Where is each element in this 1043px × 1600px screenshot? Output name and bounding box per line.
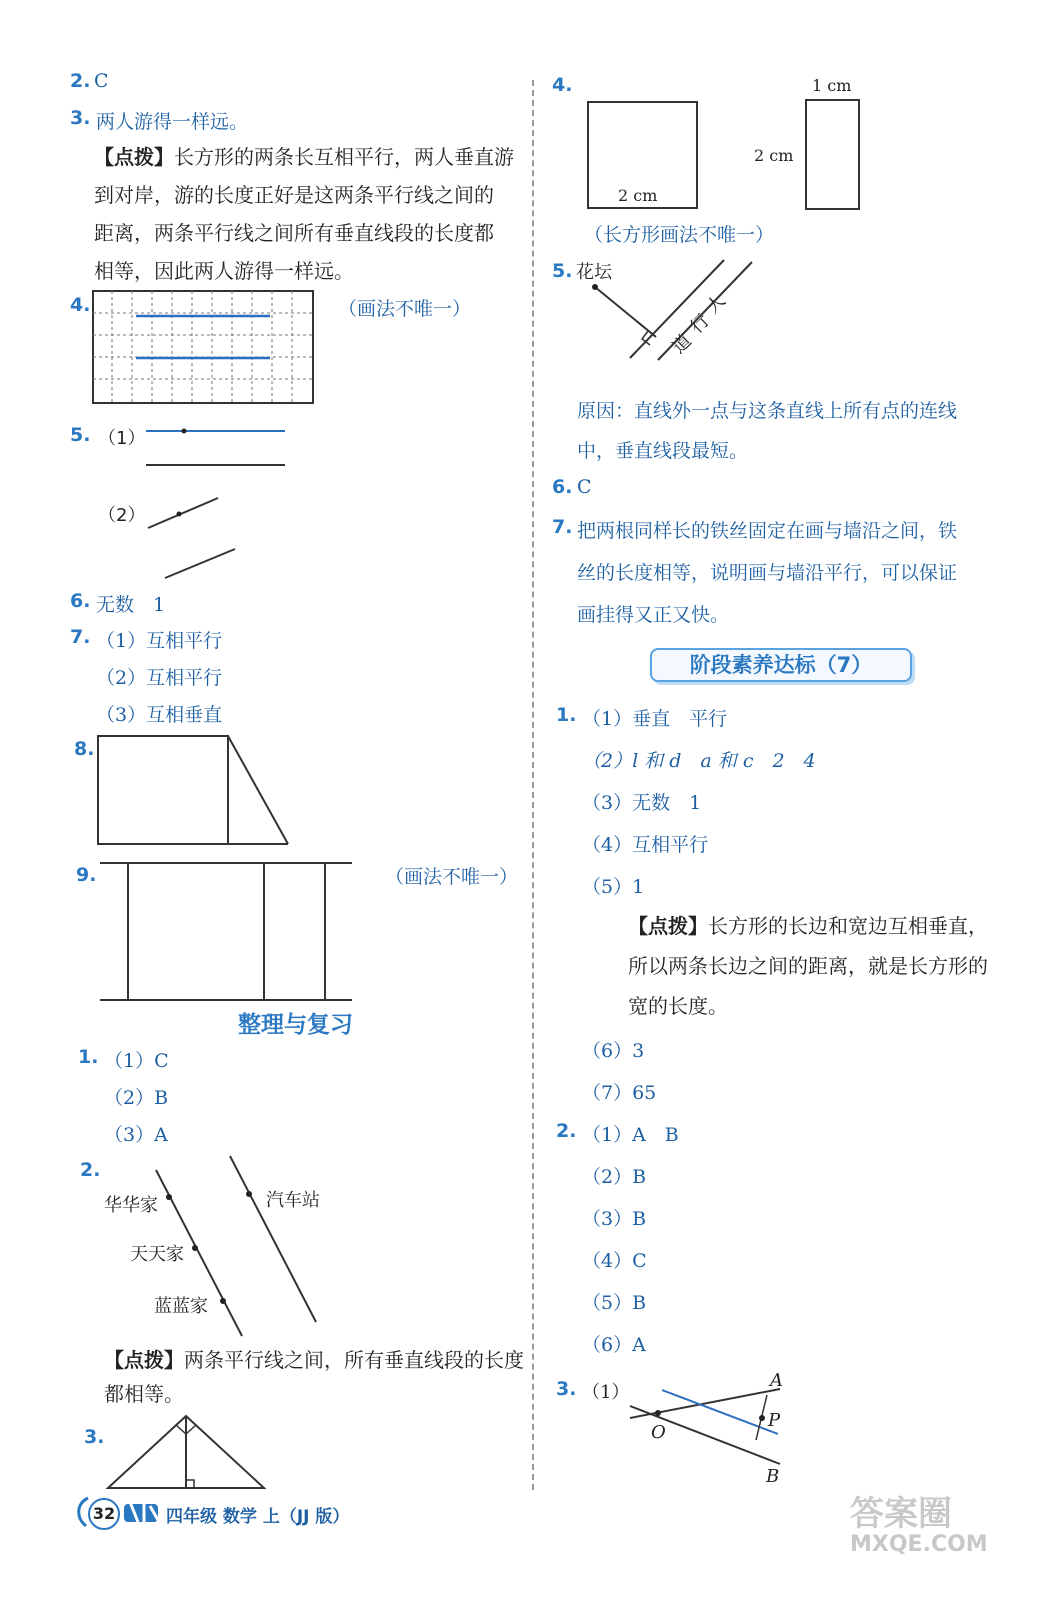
q4-grid-diagram bbox=[92, 290, 316, 406]
q5-part2-diagram bbox=[140, 492, 250, 584]
q7-answer: （2）互相平行 bbox=[96, 667, 223, 689]
s-q2-answer: （4）C bbox=[582, 1250, 647, 1272]
q4-note: （画法不唯一） bbox=[338, 298, 472, 320]
point-b-label: B bbox=[766, 1466, 780, 1487]
q2-number: 2. bbox=[70, 70, 91, 92]
q3-tip-line: 长方形的两条长互相平行，两人垂直游 bbox=[174, 145, 514, 169]
s-q1-answer: （3）无数 1 bbox=[582, 792, 702, 814]
q6-answer: 无数 1 bbox=[96, 594, 166, 616]
r-q7-line: 画挂得又正又快。 bbox=[577, 604, 730, 626]
review-q2-tip-label: 【点拨】 bbox=[104, 1348, 184, 1372]
home-label: 华华家 bbox=[104, 1195, 158, 1216]
q6-number: 6. bbox=[70, 590, 91, 612]
page-number: 32 bbox=[88, 1498, 120, 1530]
review-q3-triangle bbox=[104, 1412, 268, 1492]
s-q2-answer: （5）B bbox=[582, 1292, 647, 1314]
r-q6-answer: C bbox=[577, 476, 592, 498]
q3-tip-line: 到对岸，游的长度正好是这两条平行线之间的 bbox=[94, 183, 494, 207]
q8-diagram bbox=[96, 734, 292, 846]
s-q1-tip-line: 宽的长度。 bbox=[628, 994, 728, 1018]
footer-title: 四年级 数学 上（JJ 版） bbox=[166, 1507, 350, 1527]
r-q4-note: （长方形画法不唯一） bbox=[584, 224, 775, 246]
s-q2-number: 2. bbox=[556, 1120, 577, 1142]
walkway-char: 行 bbox=[686, 310, 714, 338]
review-q2-tip-line: 两条平行线之间，所有垂直线段的长度 bbox=[184, 1348, 524, 1372]
s-q1-answer: （1）垂直 平行 bbox=[582, 708, 728, 730]
r-q4-number: 4. bbox=[552, 74, 573, 96]
review-q3-number: 3. bbox=[84, 1426, 105, 1448]
section-title: 阶段素养达标（7） bbox=[689, 653, 873, 677]
s-q2-answer: （1）A B bbox=[582, 1124, 679, 1146]
review-q2-tip-line: 都相等。 bbox=[104, 1382, 184, 1406]
column-divider bbox=[532, 80, 534, 1490]
rectangle-diagram bbox=[804, 98, 862, 212]
s-q1-answer: （6）3 bbox=[582, 1040, 645, 1062]
q9-diagram bbox=[98, 860, 356, 1004]
s-q1-answer: （2）l 和 d a 和 c 2 4 bbox=[582, 750, 816, 772]
q5-part1: （1） bbox=[98, 428, 146, 449]
square-side-label: 2 cm bbox=[618, 186, 658, 205]
q5-part2: （2） bbox=[98, 505, 146, 526]
q3-tip bbox=[94, 138, 524, 290]
bus-station-label: 汽车站 bbox=[266, 1190, 320, 1211]
s-q2-answer: （6）A bbox=[582, 1334, 646, 1356]
review-q1-answer: （2）B bbox=[104, 1087, 169, 1109]
walkway-char: 道 bbox=[668, 330, 696, 358]
q4-number: 4. bbox=[70, 294, 91, 316]
s-q1-tip-label: 【点拨】 bbox=[628, 914, 708, 938]
point-o-label: O bbox=[651, 1422, 666, 1443]
review-q2-number: 2. bbox=[80, 1159, 101, 1181]
s-q3-diagram bbox=[626, 1386, 786, 1472]
q9-note: （画法不唯一） bbox=[385, 866, 519, 888]
q3-tip-line: 相等，因此两人游得一样远。 bbox=[94, 259, 354, 283]
s-q1-number: 1. bbox=[556, 704, 577, 726]
s-q1-answer: （5）1 bbox=[582, 876, 645, 898]
s-q1-tip bbox=[628, 906, 1008, 1026]
r-q6-number: 6. bbox=[552, 476, 573, 498]
review-q1-answer: （1）C bbox=[104, 1050, 169, 1072]
review-q2-tip bbox=[104, 1343, 534, 1411]
s-q1-answer: （7）65 bbox=[582, 1082, 657, 1104]
q7-number: 7. bbox=[70, 626, 91, 648]
review-q1-number: 1. bbox=[78, 1046, 99, 1068]
rect-width-label: 1 cm bbox=[812, 76, 852, 95]
q3-tip-label: 【点拨】 bbox=[94, 145, 174, 169]
review-heading: 整理与复习 bbox=[238, 1012, 353, 1038]
section-title-box bbox=[650, 648, 912, 682]
r-q7-number: 7. bbox=[552, 516, 573, 538]
r-q5-reason: 中，垂直线段最短。 bbox=[577, 440, 749, 462]
r-q5-reason: 原因：直线外一点与这条直线上所有点的连线 bbox=[577, 400, 958, 422]
home-label: 天天家 bbox=[130, 1244, 184, 1265]
review-q1-answer: （3）A bbox=[104, 1124, 168, 1146]
q5-number: 5. bbox=[70, 424, 91, 446]
q7-answer: （1）互相平行 bbox=[96, 630, 223, 652]
q3-answer: 两人游得一样远。 bbox=[96, 111, 249, 133]
q9-number: 9. bbox=[76, 864, 97, 886]
watermark-url: MXQE.COM bbox=[850, 1532, 988, 1557]
point-p-label: P bbox=[768, 1410, 781, 1431]
home-label: 蓝蓝家 bbox=[154, 1296, 208, 1317]
q7-answer: （3）互相垂直 bbox=[96, 704, 223, 726]
flowerbed-label: 花坛 bbox=[576, 262, 612, 283]
s-q2-answer: （3）B bbox=[582, 1208, 647, 1230]
rect-length-label: 2 cm bbox=[754, 146, 794, 165]
s-q3-part1: （1） bbox=[582, 1382, 630, 1403]
r-q5-number: 5. bbox=[552, 260, 573, 282]
walkway-char: 人 bbox=[702, 290, 730, 318]
r-q7-line: 丝的长度相等，说明画与墙沿平行，可以保证 bbox=[577, 562, 958, 584]
q3-number: 3. bbox=[70, 107, 91, 129]
q8-number: 8. bbox=[74, 738, 95, 760]
r-q7-line: 把两根同样长的铁丝固定在画与墙沿之间，铁 bbox=[577, 520, 958, 542]
s-q1-tip-line: 所以两条长边之间的距离，就是长方形的 bbox=[628, 954, 988, 978]
footer-logo-icon bbox=[122, 1496, 162, 1528]
s-q2-answer: （2）B bbox=[582, 1166, 647, 1188]
point-a-label: A bbox=[770, 1370, 783, 1391]
s-q1-answer: （4）互相平行 bbox=[582, 834, 709, 856]
s-q3-number: 3. bbox=[556, 1378, 577, 1400]
q5-part1-diagram bbox=[140, 420, 290, 472]
q3-tip-line: 距离，两条平行线之间所有垂直线段的长度都 bbox=[94, 221, 494, 245]
q2-answer: C bbox=[94, 70, 109, 92]
watermark-logo: 答案圈 bbox=[850, 1494, 952, 1534]
s-q1-tip-line: 长方形的长边和宽边互相垂直， bbox=[708, 914, 988, 938]
